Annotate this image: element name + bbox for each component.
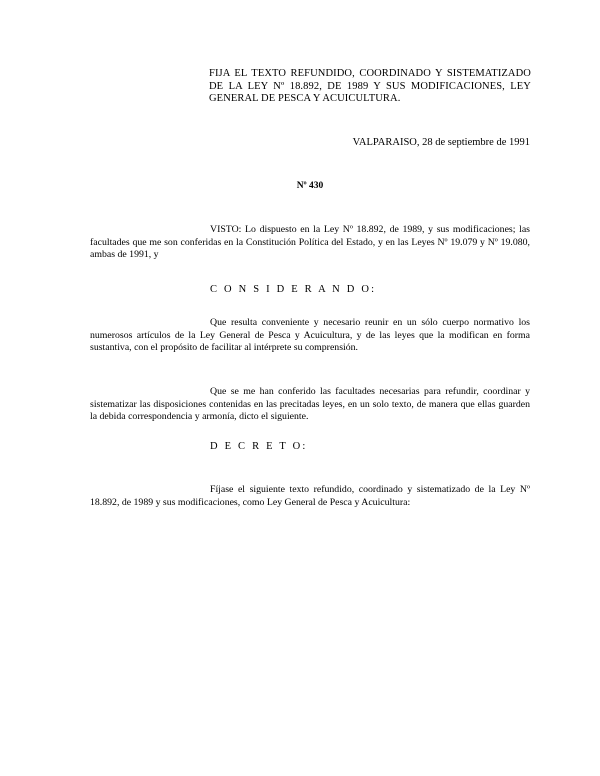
considerando-heading: C O N S I D E R A N D O:	[210, 284, 377, 295]
place-date: VALPARAISO, 28 de septiembre de 1991	[352, 137, 530, 148]
decree-number: Nº 430	[296, 181, 324, 191]
document-title: FIJA EL TEXTO REFUNDIDO, COORDINADO Y SISTEMATIZADO DE LA LEY Nº 18.892, DE 1989 Y SUS MODIFICACIONES, LEY GENERAL DE PESCA Y ACUICULTURA.	[209, 68, 531, 104]
visto-paragraph: VISTO: Lo dispuesto en la Ley Nº 18.892, de 1989, y sus modificaciones; las facultades que me son conferidas en la Constitución Política del Estado, y en las Leyes Nº 19.079 y Nº 19.080, ambas de 1991, y	[90, 224, 530, 260]
considerando-paragraph-1: Que resulta conveniente y necesario reunir en un sólo cuerpo normativo los numerosos artículos de la Ley General de Pesca y Acuicultura, y de las leyes que la modifican en forma sustantiva, con el propósito de facilitar al intérprete su comprensión.	[90, 317, 530, 353]
fijase-paragraph: Fíjase el siguiente texto refundido, coordinado y sistematizado de la Ley Nº 18.892, de 1989 y sus modificaciones, como Ley General de Pesca y Acuicultura:	[90, 484, 530, 508]
decreto-heading: D E C R E T O:	[210, 441, 308, 452]
considerando-paragraph-2: Que se me han conferido las facultades necesarias para refundir, coordinar y sistematizar las disposiciones contenidas en las precitadas leyes, en un solo texto, de manera que ellas guarden la debida correspondencia y armonía, dicto el siguiente.	[90, 386, 530, 422]
